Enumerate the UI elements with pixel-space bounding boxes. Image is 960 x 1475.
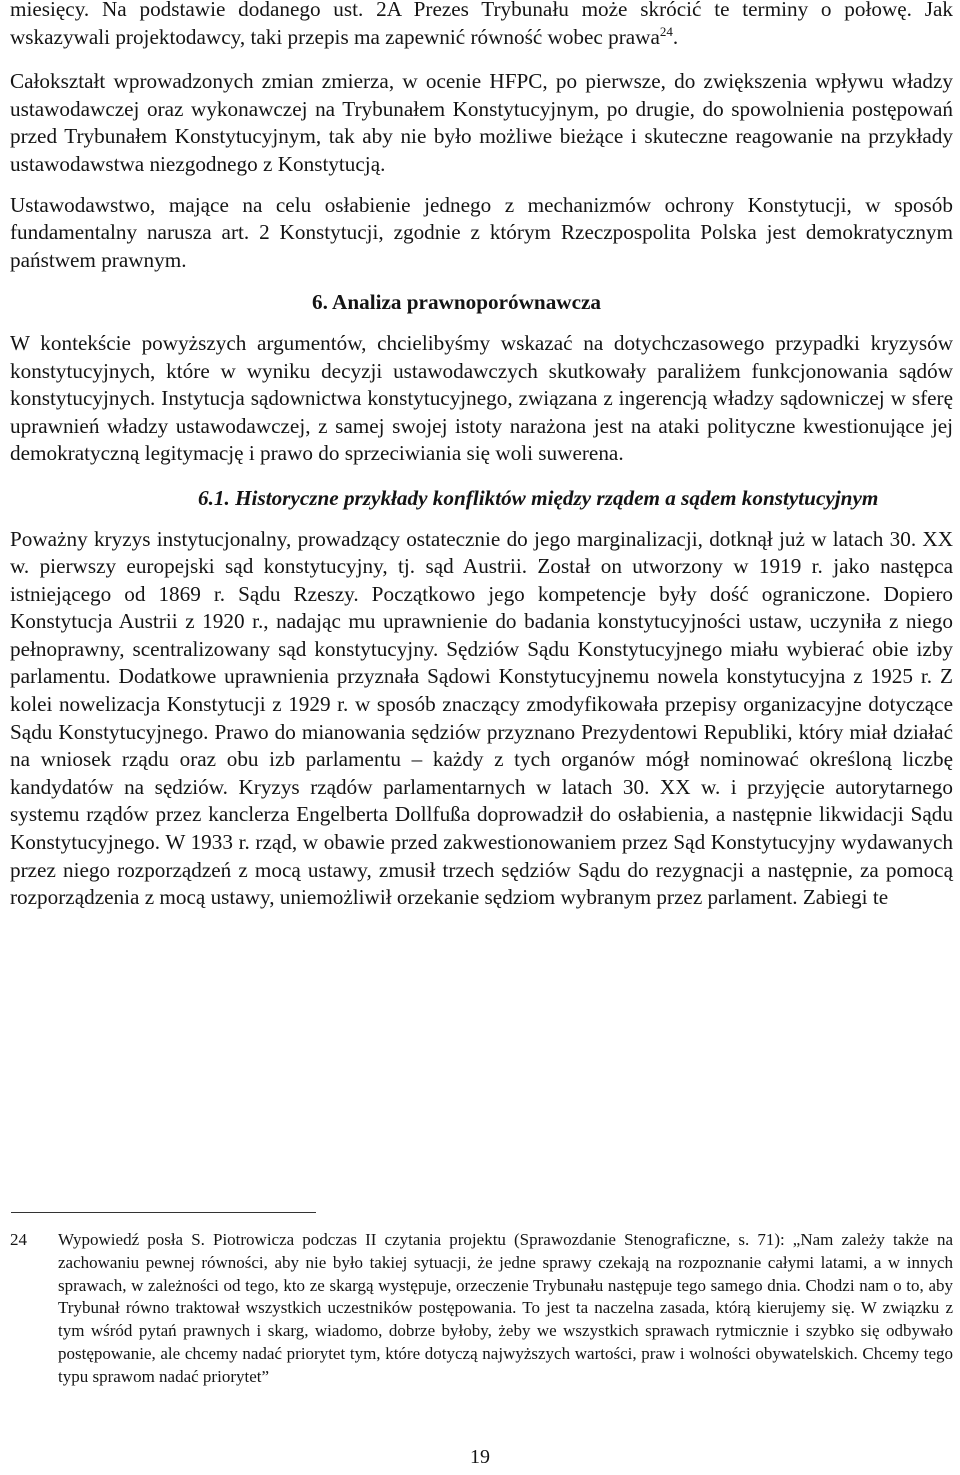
paragraph-austria-history: Poważny kryzys instytucjonalny, prowadzący ostatecznie do jego marginalizacji, dotknął już w latach 30. XX w. pierwszy europejski sąd konstytucyjny, tj. sąd Austrii. Został on utworzony w 1919 r. jako następca istniejącego od 1869 r. Sądu Rzeszy. Początkowo jego kompetencje były dość ograniczone. Dopiero Konstytucja Austrii z 1920 r., nadając mu uprawnienie do badania konstytucyjności ustaw, uczyniła z niego pełnoprawny, scentralizowany sąd konstytucyjny. Sędziów Sądu Konstytucyjnego miału wybierać obie izby parlamentu. Dodatkowe uprawnienia przyznała Sądowi Konstytucyjnemu nowela konstytucyjna z 1925 r. Z kolei nowelizacja Konstytucji z 1929 r. w sposób znaczący zmodyfikowała przepisy organizacyjne dotyczące Sądu Konstytucyjnego. Prawo do mianowania sędziów przyznano Prezydentowi Republiki, który miał działać na wniosek rządu oraz obu izb parlamentu – każdy z tych organów mógł nominować określoną liczbę kandydatów na sędziów. Kryzys rządów parlamentarnych w latach 30. XX w. i przyjęcie autorytarnego systemu rządów przez kanclerza Engelberta Dollfußa doprowadził do osłabienia, a następnie likwidacji Sądu Konstytucyjnego. W 1933 r. rząd, w obawie przed zakwestionowaniem przez Sąd Konstytucyjny wydawanych przez niego rozporządzeń z mocą ustawy, zmusił trzech sędziów Sądu do rezygnacji a następnie, za pomocą rozporządzenia z mocą ustawy, uniemożliwił orzekanie sędziom wybranym przez parlament. Zabiegi te [10,526,953,910]
footnote [10,1229,953,1389]
footnote-reference[interactable]: 24 [659,23,673,39]
paragraph-continuation [10,0,953,51]
paragraph-period: . [672,24,679,49]
paragraph-comparative-intro: W kontekście powyższych argumentów, chcielibyśmy wskazać na dotychczasowego przypadki kryzysów konstytucyjnych, które w wyniku decyzji ustawodawczych skutkowały paraliżem funkcjonowania sądów konstytucyjnych. Instytucja sądownictwa konstytucyjnego, związana z ingerencją władzy sądowniczej w sferę uprawnień władzy ustawodawczej, z samej swojej istoty narażona jest na ataki polityczne kwestionujące jej demokratyczną legitymację i prawo do sprzeciwiania się woli suwerena. [10,330,953,466]
paragraph-text: miesięcy. Na podstawie dodanego ust. 2A Prezes Trybunału może skrócić te terminy o połowę. Jak wskazywali projektodawcy, taki przepis ma zapewnić równość wobec prawa [10,0,953,49]
section-title: Analiza prawnoporównawcza [332,290,601,315]
page-number: 19 [470,1446,490,1468]
subsection-heading [198,485,953,513]
subsection-number: 6.1. [198,485,230,510]
footnote-text: Wypowiedź posła S. Piotrowicza podczas II czytania projektu (Sprawozdanie Stenograficzne, s. 71): „Nam zależy także na zachowaniu pewnej równości, aby nie było takiej sytuacji, że jedne sprawy czekają na rozpoznanie całymi latami, a w innych sprawach, w zależności od tego, kto ze skargą występuje, orzeczenie Trybunału następuje tego samego dnia. Chodzi nam o to, aby Trybunał równo traktował wszystkich uczestników postępowania. To jest ta naczelna zasada, którą kierujemy się. W związku z tym wśród pytań prawnych i skarg, wiadomo, dobrze byłoby, żeby we wszystkich sprawach rytmicznie i szybko się odbywało postępowanie, ale chcemy nadać priorytet tym, które dotyczą najwyższych wartości, praw i wolności obywatelskich. Chcemy tego typu sprawom nadać priorytet” [58,1230,953,1386]
document-page [10,0,953,1475]
section-heading [312,289,953,317]
subsection-title: Historyczne przykłady konfliktów między rządem a sądem konstytucyjnym [235,485,879,510]
footnote-separator [11,1212,316,1213]
paragraph-hfpc-assessment: Całokształt wprowadzonych zmian zmierza, w ocenie HFPC, po pierwsze, do zwiększenia wpływu władzy ustawodawczej oraz wykonawczej na Trybunałem Konstytucyjnym, po drugie, do spowolnienia postępowań przed Trybunałem Konstytucyjnym, tak aby nie było możliwe bieżące i skuteczne reagowanie na przykłady ustawodawstwa niezgodnego z Konstytucją. [10,69,953,176]
paragraph-art2-violation: Ustawodawstwo, mające na celu osłabienie jednego z mechanizmów ochrony Konstytucji, w sposób fundamentalny narusza art. 2 Konstytucji, zgodnie z którym Rzeczpospolita Polska jest demokratycznym państwem prawnym. [10,192,953,272]
section-number: 6. [312,290,328,315]
footnote-number: 24 [10,1230,27,1249]
